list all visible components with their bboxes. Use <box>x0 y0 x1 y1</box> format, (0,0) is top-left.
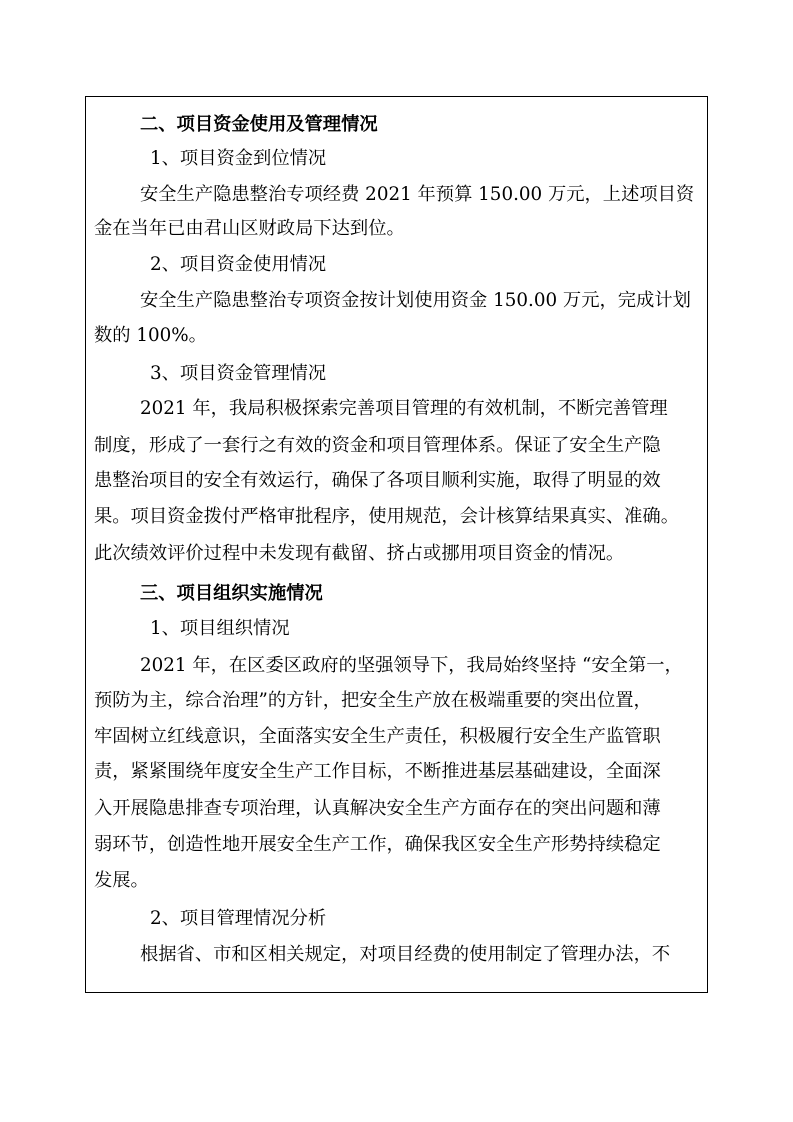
paragraph-line: 牢固树立红线意识，全面落实安全生产责任，积极履行安全生产监管职 <box>94 726 661 747</box>
paragraph-first-line: 安全生产隐患整治专项经费 2021 年预算 150.00 万元，上述项目资 <box>140 184 695 205</box>
paragraph-line: 金在当年已由君山区财政局下达到位。 <box>94 218 405 239</box>
paragraph-line: 制度，形成了一套行之有效的资金和项目管理体系。保证了安全生产隐 <box>94 435 661 456</box>
paragraph-line: 数的 100%。 <box>94 325 207 346</box>
paragraph-line: 入开展隐患排查专项治理，认真解决安全生产方面存在的突出问题和薄 <box>94 798 661 819</box>
paragraph-first-line: 根据省、市和区相关规定，对项目经费的使用制定了管理办法，不 <box>140 944 671 965</box>
subsection-heading: 3、项目资金管理情况 <box>150 363 327 384</box>
paragraph-first-line: 2021 年，我局积极探索完善项目管理的有效机制，不断完善管理 <box>140 398 668 419</box>
paragraph-first-line: 2021 年，在区委区政府的坚强领导下，我局始终坚持 “安全第一， <box>140 655 683 676</box>
subsection-heading: 1、项目资金到位情况 <box>150 148 327 169</box>
paragraph-line: 责，紧紧围绕年度安全生产工作目标，不断推进基层基础建设，全面深 <box>94 761 661 782</box>
document-frame <box>85 96 708 993</box>
subsection-heading: 2、项目资金使用情况 <box>150 254 327 275</box>
paragraph-line: 患整治项目的安全有效运行，确保了各项目顺利实施，取得了明显的效 <box>94 470 661 491</box>
section-heading: 二、项目资金使用及管理情况 <box>140 114 378 135</box>
subsection-heading: 1、项目组织情况 <box>150 618 290 639</box>
paragraph-first-line: 安全生产隐患整治专项资金按计划使用资金 150.00 万元，完成计划 <box>140 290 691 311</box>
paragraph-line: 果。项目资金拨付严格审批程序，使用规范，会计核算结果真实、准确。 <box>94 506 679 527</box>
paragraph-line: 预防为主，综合治理”的方针，把安全生产放在极端重要的突出位置， <box>94 690 652 711</box>
subsection-heading: 2、项目管理情况分析 <box>150 908 327 929</box>
paragraph-line: 弱环节，创造性地开展安全生产工作，确保我区安全生产形势持续稳定 <box>94 834 661 855</box>
section-heading: 三、项目组织实施情况 <box>140 583 323 604</box>
paragraph-line: 此次绩效评价过程中未发现有截留、挤占或挪用项目资金的情况。 <box>94 543 625 564</box>
paragraph-line: 发展。 <box>94 870 149 891</box>
